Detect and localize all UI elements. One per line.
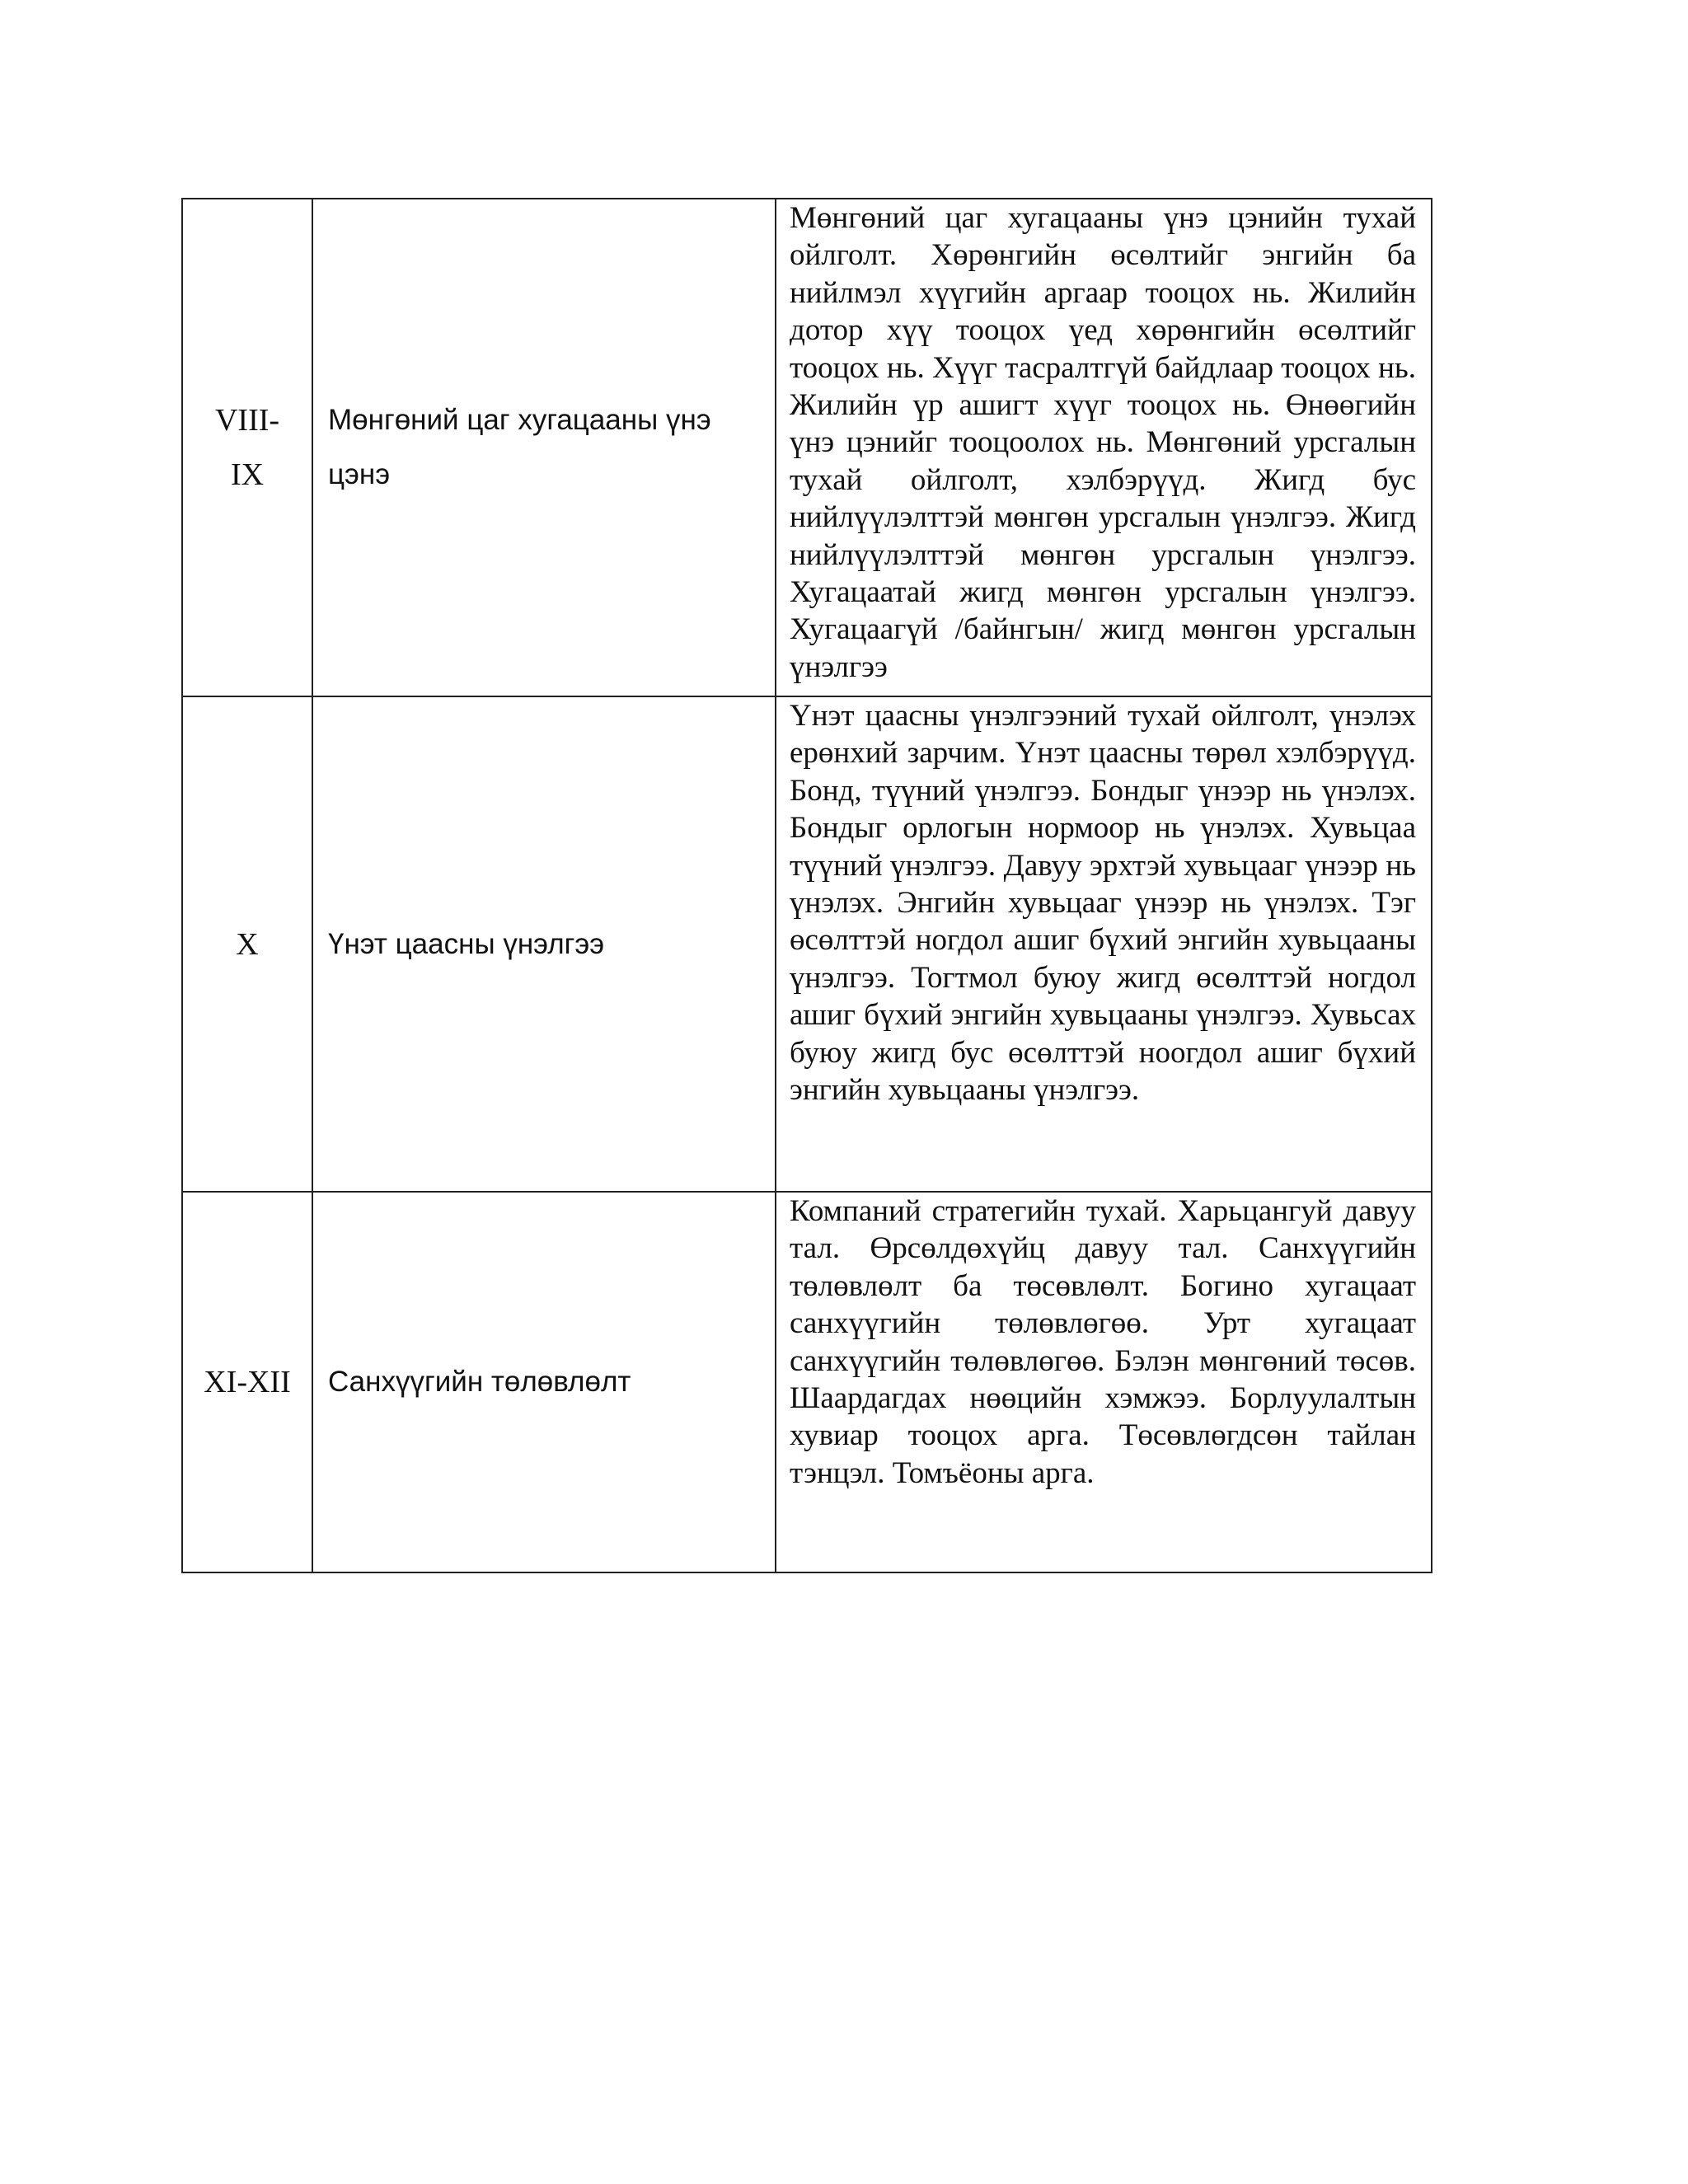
syllabus-table [181, 198, 1432, 1573]
table-row [182, 1192, 1432, 1572]
content-cell: Үнэт цаасны үнэлгээний тухай ойлголт, үнэлэх ерөнхий зарчим. Үнэт цаасны төрөл хэлбэрүүд. Бонд, түүний үнэлгээ. Бондыг үнээр нь үнэлэх. Бондыг орлогын нормоор нь үнэлэх. Хувьцаа түүний үнэлгээ. Давуу эрхтэй хувьцааг үнээр нь үнэлэх. Энгийн хувьцааг үнээр нь үнэлэх. Тэг өсөлттэй ногдол ашиг бүхий энгийн хувьцааны үнэлгээ. Тогтмол буюу жигд өсөлттэй ногдол ашиг бүхий энгийн хувьцааны үнэлгээ. Хувьсах буюу жигд бус өсөлттэй ноогдол ашиг бүхий энгийн хувьцааны үнэлгээ. [776, 696, 1432, 1192]
week-label: XI-XII [204, 1365, 291, 1399]
week-cell [182, 696, 312, 1192]
content-cell: Компаний стратегийн тухай. Харьцангуй давуу тал. Өрсөлдөхүйц давуу тал. Санхүүгийн төлөвлөлт ба төсөвлөлт. Богино хугацаат санхүүгийн төлөвлөгөө. Урт хугацаат санхүүгийн төлөвлөгөө. Бэлэн мөнгөний төсөв. Шаардагдах нөөцийн хэмжээ. Борлуулалтын хувиар тооцох арга. Төсөвлөгдсөн тайлан тэнцэл. Томъёоны арга. [776, 1192, 1432, 1572]
content-cell: Мөнгөний цаг хугацааны үнэ цэнийн тухай ойлголт. Хөрөнгийн өсөлтийг энгийн ба нийлмэл хүүгийн аргаар тооцох нь. Жилийн дотор хүү тооцох үед хөрөнгийн өсөлтийг тооцох нь. Хүүг тасралтгүй байдлаар тооцох нь. Жилийн үр ашигт хүүг тооцох нь. Өнөөгийн үнэ цэнийг тооцоолох нь. Мөнгөний урсгалын тухай ойлголт, хэлбэрүүд. Жигд бус нийлүүлэлттэй мөнгөн урсгалын үнэлгээ. Жигд нийлүүлэлттэй мөнгөн урсгалын үнэлгээ. Хугацаатай жигд мөнгөн урсгалын үнэлгээ. Хугацаагүй /байнгын/ жигд мөнгөн урсгалын үнэлгээ [776, 199, 1432, 696]
table-row [182, 696, 1432, 1192]
week-cell [182, 199, 312, 696]
week-label: X [236, 926, 259, 962]
topic-cell: Мөнгөний цаг хугацааны үнэ цэнэ [312, 199, 776, 696]
topic-cell: Санхүүгийн төлөвлөлт [312, 1192, 776, 1572]
week-cell [182, 1192, 312, 1572]
topic-cell: Үнэт цаасны үнэлгээ [312, 696, 776, 1192]
week-label-continued: IX [230, 457, 265, 492]
table-row [182, 199, 1432, 696]
week-label: VIII- [214, 403, 280, 438]
